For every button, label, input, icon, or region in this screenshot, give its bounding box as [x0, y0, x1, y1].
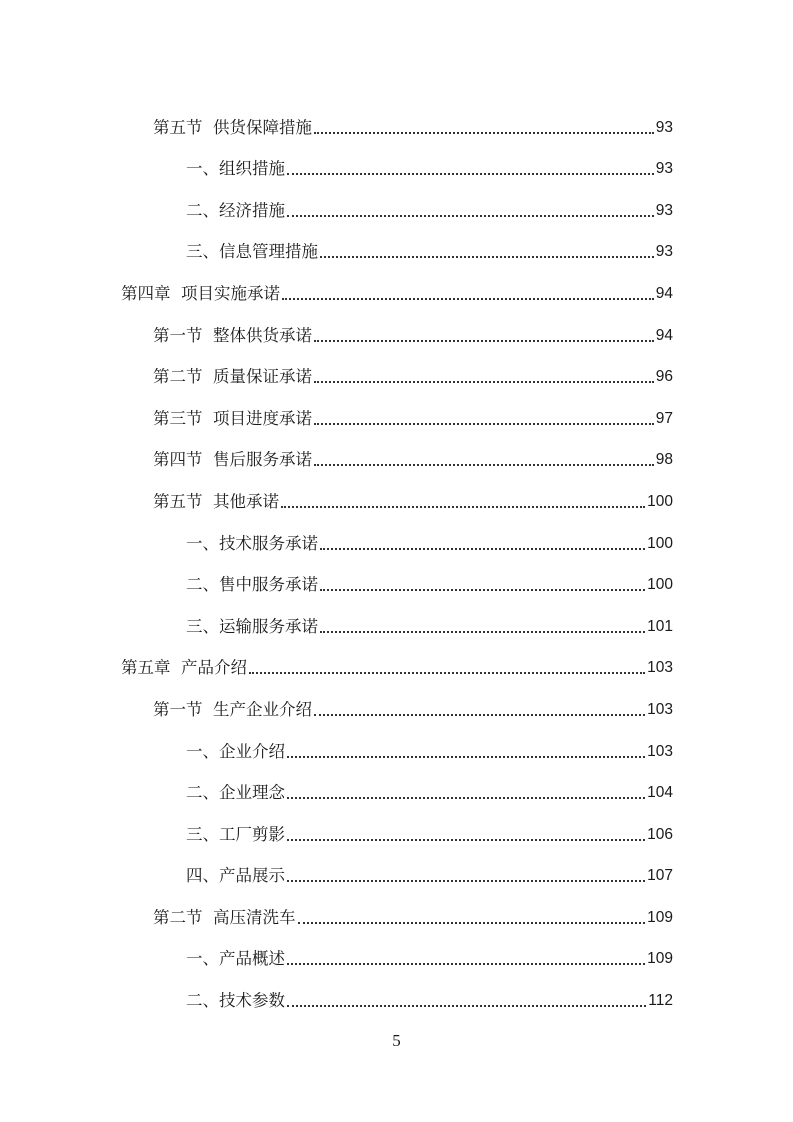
toc-dot-leader — [281, 506, 645, 508]
toc-entry-title: 第一节 生产企业介绍 — [153, 699, 312, 719]
toc-dot-leader — [320, 548, 645, 550]
toc-entry-title: 第五章 产品介绍 — [121, 658, 247, 678]
toc-dot-leader — [314, 423, 654, 425]
toc-dot-leader — [314, 132, 654, 134]
toc-entry-page: 93 — [655, 118, 673, 136]
toc-entry[interactable] — [0, 430, 793, 472]
toc-entry-title: 第二节 质量保证承诺 — [153, 367, 312, 387]
toc-entry-title: 一、组织措施 — [186, 159, 285, 179]
toc-entry-page: 107 — [647, 867, 673, 885]
toc-entry[interactable] — [0, 887, 793, 929]
toc-entry[interactable] — [0, 305, 793, 347]
toc-entry[interactable] — [0, 347, 793, 389]
toc-entry[interactable] — [0, 139, 793, 181]
toc-entry[interactable] — [0, 804, 793, 846]
toc-dot-leader — [287, 839, 645, 841]
toc-entry[interactable] — [0, 471, 793, 513]
toc-entry[interactable] — [0, 721, 793, 763]
toc-dot-leader — [287, 215, 654, 217]
toc-dot-leader — [249, 672, 645, 674]
toc-entry-page: 103 — [647, 700, 673, 718]
toc-entry-title: 一、产品概述 — [186, 949, 285, 969]
toc-entry-title: 三、运输服务承诺 — [186, 616, 318, 636]
toc-entry[interactable] — [0, 222, 793, 264]
toc-dot-leader — [320, 256, 654, 258]
table-of-contents — [0, 97, 793, 1012]
toc-entry[interactable] — [0, 929, 793, 971]
toc-entry[interactable] — [0, 763, 793, 805]
toc-entry-page: 112 — [648, 992, 673, 1010]
toc-entry-chapter[interactable] — [0, 263, 793, 305]
toc-entry-page: 93 — [655, 243, 673, 261]
toc-entry-page: 103 — [647, 659, 673, 677]
toc-dot-leader — [320, 631, 645, 633]
toc-dot-leader — [298, 922, 646, 924]
toc-entry-title: 二、技术参数 — [186, 991, 285, 1011]
toc-entry-title: 第二节 高压清洗车 — [153, 907, 296, 927]
toc-entry[interactable] — [0, 388, 793, 430]
toc-entry-title: 四、产品展示 — [186, 866, 285, 886]
toc-entry-title: 二、售中服务承诺 — [186, 575, 318, 595]
toc-entry-title: 一、技术服务承诺 — [186, 533, 318, 553]
toc-entry-title: 一、企业介绍 — [186, 741, 285, 761]
toc-entry-title: 第一节 整体供货承诺 — [153, 325, 312, 345]
toc-dot-leader — [314, 464, 654, 466]
toc-entry[interactable] — [0, 513, 793, 555]
toc-entry-page: 103 — [647, 742, 673, 760]
toc-entry-title: 第四章 项目实施承诺 — [121, 283, 280, 303]
toc-entry-page: 100 — [647, 576, 673, 594]
toc-entry-page: 94 — [655, 326, 673, 344]
toc-entry-title: 第五节 供货保障措施 — [153, 117, 312, 137]
toc-entry[interactable] — [0, 555, 793, 597]
toc-entry-title: 二、企业理念 — [186, 783, 285, 803]
toc-dot-leader — [314, 714, 645, 716]
toc-entry-title: 第四节 售后服务承诺 — [153, 450, 312, 470]
toc-dot-leader — [287, 756, 645, 758]
toc-dot-leader — [314, 340, 654, 342]
toc-entry-page: 98 — [655, 451, 673, 469]
toc-entry-title: 二、经济措施 — [186, 200, 285, 220]
toc-dot-leader — [287, 797, 645, 799]
toc-dot-leader — [287, 880, 645, 882]
toc-entry[interactable] — [0, 679, 793, 721]
toc-entry[interactable] — [0, 970, 793, 1012]
toc-dot-leader — [287, 963, 645, 965]
toc-entry-page: 93 — [655, 160, 673, 178]
toc-dot-leader — [314, 381, 654, 383]
toc-entry-page: 93 — [655, 201, 673, 219]
toc-entry-title: 第五节 其他承诺 — [153, 491, 279, 511]
toc-entry-title: 三、信息管理措施 — [186, 242, 318, 262]
toc-entry-page: 97 — [655, 409, 673, 427]
page-number: 5 — [392, 1031, 401, 1050]
toc-entry[interactable] — [0, 180, 793, 222]
toc-dot-leader — [282, 298, 654, 300]
toc-entry-page: 96 — [655, 368, 673, 386]
toc-entry-page: 109 — [647, 950, 673, 968]
toc-entry[interactable] — [0, 846, 793, 888]
toc-entry-page: 94 — [655, 284, 673, 302]
toc-entry-page: 109 — [647, 908, 673, 926]
toc-dot-leader — [320, 589, 645, 591]
toc-entry-page: 101 — [647, 617, 673, 635]
toc-entry-title: 第三节 项目进度承诺 — [153, 408, 312, 428]
toc-dot-leader — [287, 173, 654, 175]
toc-entry-title: 三、工厂剪影 — [186, 824, 285, 844]
toc-entry-chapter[interactable] — [0, 638, 793, 680]
toc-entry[interactable] — [0, 97, 793, 139]
toc-entry[interactable] — [0, 596, 793, 638]
toc-entry-page: 104 — [647, 784, 673, 802]
toc-entry-page: 100 — [647, 534, 673, 552]
toc-dot-leader — [287, 1005, 646, 1007]
toc-entry-page: 106 — [647, 825, 673, 843]
toc-entry-page: 100 — [647, 492, 673, 510]
